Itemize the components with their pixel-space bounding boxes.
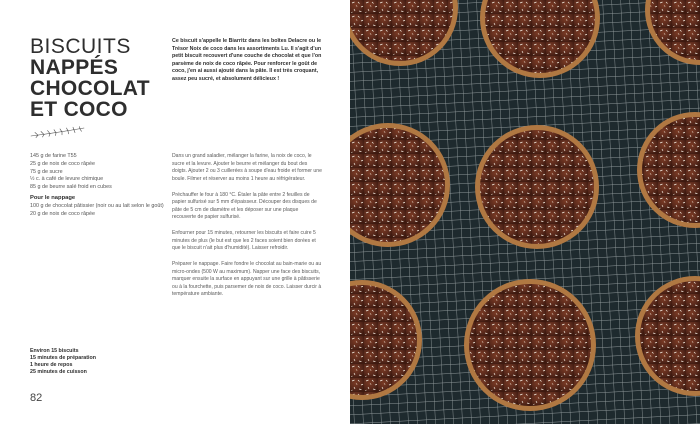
cook-time-text: 25 minutes de cuisson <box>30 369 87 375</box>
ingredient-item: ½ c. à café de levure chimique <box>30 176 104 183</box>
recipe-title <box>30 36 150 120</box>
title-line-4: ET COCO <box>30 98 128 121</box>
topping-heading: Pour le nappage <box>30 194 76 201</box>
title-line-3: CHOCOLAT <box>30 77 150 100</box>
cookie-photo <box>350 0 700 424</box>
herb-sprig-icon <box>30 125 86 139</box>
topping-item: 20 g de noix de coco râpée <box>30 210 96 217</box>
step-paragraph: Préparer le nappage. Faire fondre le chocolat au bain-marie ou au micro-ondes (500 W au maximum). Napper une face des biscuits, marquer ensuite la surface en appuyant sur une grille à pâtisserie ou à la fourchette, puis parsemer de noix de coco. Laisser durcir à température ambiante. <box>172 261 322 297</box>
recipe-intro: Ce biscuit s'appelle le Biarritz dans les boîtes Delacre ou le Trésor Noix de coco dans les assortiments Lu. Il s'agit d'un petit biscuit recouvert d'une couche de chocolat et que l'on parsème de noix de coco râpée. Pour renforcer le goût de coco, j'en ai aussi ajouté dans la pâte. Il est très croquant, assez peu sucré, et absolument délicieux ! <box>172 38 322 82</box>
recipe-times <box>30 348 96 376</box>
ingredient-item: 145 g de farine T55 <box>30 153 77 159</box>
step-paragraph: Préchauffer le four à 180 °C. Étaler la pâte entre 2 feuilles de papier sulfurisé sur 5 mm d'épaisseur. Découper des disques de pâte de 5 cm de diamètre et les déposer sur une plaque recouverte de papier sulfurisé. <box>172 191 317 220</box>
ingredients-list <box>30 153 164 218</box>
cookie-photo-image <box>350 0 700 424</box>
rest-time-text: 1 heure de repos <box>30 362 73 368</box>
page-number: 82 <box>30 392 43 404</box>
ingredient-item: 75 g de sucre <box>30 168 63 175</box>
ingredient-item: 85 g de beurre salé froid en cubes <box>30 184 112 191</box>
ingredient-item: 25 g de noix de coco râpée <box>30 160 96 167</box>
title-line-1: BISCUITS <box>30 35 131 58</box>
title-line-2: NAPPÉS <box>30 56 119 79</box>
topping-item: 100 g de chocolat pâtissier (noir ou au lait selon le goût) <box>30 202 164 209</box>
yield-text: Environ 15 biscuits <box>30 348 79 354</box>
prep-time-text: 15 minutes de préparation <box>30 355 96 361</box>
recipe-steps <box>172 153 322 307</box>
step-paragraph: Dans un grand saladier, mélanger la farine, la noix de coco, le sucre et la levure. Ajouter le beurre et mélanger du bout des doigts. Ajouter 2 ou 3 cuillerées à soupe d'eau froide et former une boule. Filmer et réserver au moins 1 heure au réfrigérateur. <box>172 153 322 182</box>
step-paragraph: Enfourner pour 15 minutes, retourner les biscuits et faire cuire 5 minutes de plus (le but est que les 2 faces soient bien dorées et que le biscuit n'ait plus d'humidité). Laisser refroidir. <box>172 230 316 251</box>
